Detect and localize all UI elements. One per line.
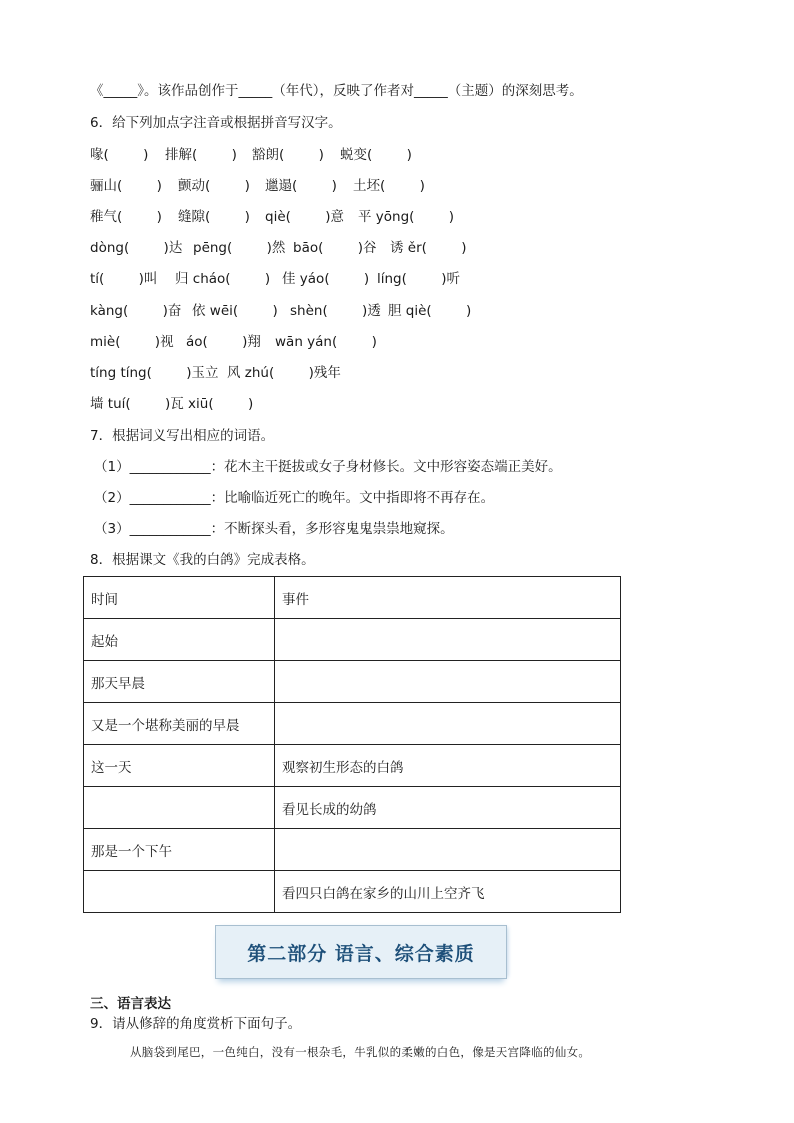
table-header-time: 时间 <box>84 577 275 619</box>
question-6-title: 6．给下列加点字注音或根据拼音写汉字。 <box>90 115 342 131</box>
event-table <box>83 576 621 913</box>
table-row <box>84 829 621 871</box>
intro-line: 《_____》。该作品创作于_____（年代），反映了作者对_____（主题）的深刻思考。 <box>90 83 583 99</box>
table-cell-event[interactable] <box>275 661 621 703</box>
table-row <box>84 787 621 829</box>
pinyin-item: 土坯( ) <box>353 178 425 194</box>
table-cell-time[interactable] <box>84 787 275 829</box>
table-cell-event[interactable] <box>275 703 621 745</box>
table-cell-time: 又是一个堪称美丽的早晨 <box>84 703 275 745</box>
pinyin-item: 归 cháo( ) <box>175 271 271 287</box>
table-cell-time: 那天早晨 <box>84 661 275 703</box>
pinyin-item: 排解( ) <box>165 147 237 163</box>
pinyin-row <box>90 146 412 164</box>
pinyin-item: qiè( )意 <box>265 209 344 225</box>
pinyin-row <box>90 333 377 351</box>
table-cell-event: 看四只白鸽在家乡的山川上空齐飞 <box>275 871 621 913</box>
pinyin-row <box>90 208 455 226</box>
pinyin-item: 墙 tuí( )瓦 xiū( ) <box>90 396 254 412</box>
pinyin-item: tíng tíng( )玉立 <box>90 365 219 381</box>
pinyin-row <box>90 364 341 382</box>
pinyin-row <box>90 270 460 288</box>
pinyin-item: pēng( )然 <box>193 240 286 256</box>
pinyin-row <box>90 239 467 257</box>
pinyin-item: 胆 qiè( ) <box>388 303 472 319</box>
pinyin-item: 平 yōng( ) <box>358 209 455 225</box>
pinyin-item: 邋遢( ) <box>265 178 337 194</box>
question-8-title: 8．根据课文《我的白鸽》完成表格。 <box>90 552 315 568</box>
table-row <box>84 871 621 913</box>
pinyin-item: 喙( ) <box>90 147 149 163</box>
pinyin-item: miè( )视 <box>90 334 174 350</box>
question-7-title: 7．根据词义写出相应的词语。 <box>90 428 275 444</box>
pinyin-item: bāo( )谷 <box>293 240 377 256</box>
banner-title: 第二部分 语言、综合素质 <box>247 942 475 965</box>
quoted-sentence: 从脑袋到尾巴，一色纯白，没有一根杂毛，牛乳似的柔嫩的白色，像是天宫降临的仙女。 <box>130 1045 591 1059</box>
pinyin-item: 诱 ěr( ) <box>390 240 467 256</box>
pinyin-item: wān yán( ) <box>275 334 377 350</box>
table-cell-event[interactable] <box>275 829 621 871</box>
pinyin-row <box>90 302 472 320</box>
table-row <box>84 577 621 619</box>
table-cell-event: 观察初生形态的白鸽 <box>275 745 621 787</box>
pinyin-item: shèn( )透 <box>290 303 381 319</box>
table-row <box>84 619 621 661</box>
question-7-item: （2）____________：比喻临近死亡的晚年。文中指即将不再存在。 <box>94 490 495 506</box>
pinyin-item: 骊山( ) <box>90 178 162 194</box>
table-header-event: 事件 <box>275 577 621 619</box>
pinyin-item: 风 zhú( )残年 <box>227 365 341 381</box>
table-row <box>84 745 621 787</box>
pinyin-item: áo( )翔 <box>186 334 261 350</box>
pinyin-item: 佳 yáo( ) <box>282 271 370 287</box>
table-row <box>84 703 621 745</box>
pinyin-item: 颤动( ) <box>178 178 250 194</box>
pinyin-item: tí( )叫 <box>90 271 158 287</box>
pinyin-item: dòng( )达 <box>90 240 183 256</box>
pinyin-item: 稚气( ) <box>90 209 162 225</box>
pinyin-item: líng( )听 <box>377 271 460 287</box>
section-heading: 三、语言表达 <box>90 996 171 1012</box>
table-cell-event: 看见长成的幼鸽 <box>275 787 621 829</box>
question-7-item: （1）____________：花木主干挺拔或女子身材修长。文中形容姿态端正美好。 <box>94 459 562 475</box>
pinyin-item: 豁朗( ) <box>252 147 324 163</box>
pinyin-row <box>90 395 254 413</box>
table-cell-time: 起始 <box>84 619 275 661</box>
table-cell-time: 这一天 <box>84 745 275 787</box>
pinyin-item: kàng( )奋 <box>90 303 182 319</box>
table-cell-time[interactable] <box>84 871 275 913</box>
question-9-title: 9．请从修辞的角度赏析下面句子。 <box>90 1016 302 1032</box>
pinyin-row <box>90 177 425 195</box>
part-two-banner <box>215 925 507 979</box>
question-7-item: （3）____________：不断探头看，多形容鬼鬼祟祟地窥探。 <box>94 521 454 537</box>
table-cell-event[interactable] <box>275 619 621 661</box>
table-cell-time: 那是一个下午 <box>84 829 275 871</box>
pinyin-item: 依 wēi( ) <box>192 303 278 319</box>
pinyin-item: 蜕变( ) <box>340 147 412 163</box>
pinyin-item: 缝隙( ) <box>178 209 250 225</box>
table-row <box>84 661 621 703</box>
